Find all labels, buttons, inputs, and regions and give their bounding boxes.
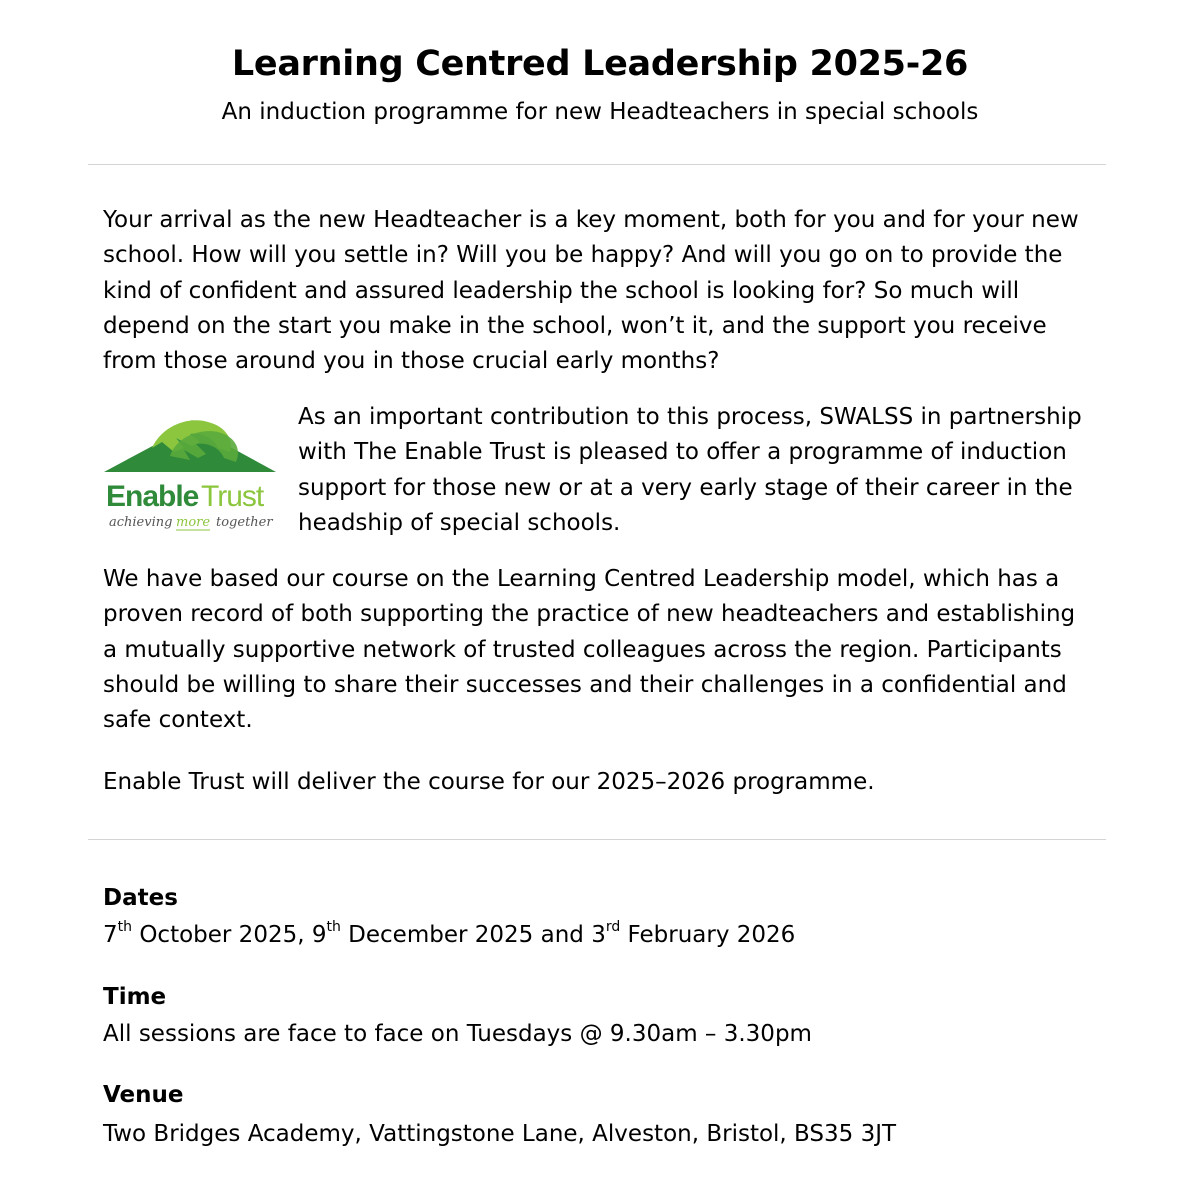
dates-heading: Dates <box>103 885 178 911</box>
course-line: a mutually supportive network of trusted colleagues across the region. Participants <box>103 636 1062 663</box>
date-1-day: 7 <box>103 922 118 948</box>
course-line: should be willing to share their successes and their challenges in a confidential and <box>103 671 1067 698</box>
intro-line: Your arrival as the new Headteacher is a key moment, both for you and for your new <box>103 207 1079 233</box>
date-3-rest: February 2026 <box>620 922 796 948</box>
venue-value: Two Bridges Academy, Vattingstone Lane, Alveston, Bristol, BS35 3JT <box>103 1121 897 1147</box>
course-paragraph <box>103 562 1075 738</box>
time-value: All sessions are face to face on Tuesdays @ 9.30am – 3.30pm <box>103 1021 812 1047</box>
intro-line: depend on the start you make in the school, won’t it, and the support you receive <box>103 312 1047 339</box>
course-line: We have based our course on the Learning Centred Leadership model, which has a <box>103 566 1060 592</box>
dates-value <box>103 920 795 950</box>
date-2-day: 9 <box>311 922 327 948</box>
venue-heading: Venue <box>103 1082 184 1108</box>
date-1-suffix: th <box>117 919 133 936</box>
delivery-line: Enable Trust will deliver the course for our 2025–2026 programme. <box>103 769 875 795</box>
intro-line: kind of confident and assured leadership the school is looking for? So much will <box>103 277 1020 304</box>
date-1-rest: October 2025, <box>132 922 312 948</box>
logo-enable-word: Enable <box>106 480 199 513</box>
top-divider <box>88 164 1106 165</box>
intro-paragraph <box>103 203 1079 379</box>
partnership-line: support for those new or at a very early stage of their career in the <box>298 474 1073 501</box>
bottom-divider <box>88 839 1106 840</box>
page-subtitle: An induction programme for new Headteachers in special schools <box>221 99 979 125</box>
logo-tagline-end: together <box>216 515 273 530</box>
delivery-paragraph <box>103 765 875 800</box>
intro-line: from those around you in those crucial early months? <box>103 348 720 375</box>
course-line: safe context. <box>103 707 253 734</box>
enable-trust-logo <box>104 408 278 536</box>
date-3-suffix: rd <box>605 919 621 936</box>
course-line: proven record of both supporting the practice of new headteachers and establishing <box>103 601 1076 628</box>
partnership-line: headship of special schools. <box>298 509 621 536</box>
intro-line: school. How will you settle in? Will you be happy? And will you go on to provide the <box>103 242 1063 269</box>
partnership-paragraph <box>298 400 1082 541</box>
logo-tagline-accent: more <box>176 515 211 530</box>
partnership-line: with The Enable Trust is pleased to offer a programme of induction <box>298 439 1067 466</box>
logo-trust-word: Trust <box>201 480 264 513</box>
logo-tagline-start: achieving <box>109 515 173 530</box>
date-2-suffix: th <box>326 919 341 936</box>
date-3-day: 3 <box>591 922 606 948</box>
partnership-line: As an important contribution to this process, SWALSS in partnership <box>298 404 1082 430</box>
date-2-rest: December 2025 and <box>340 922 592 948</box>
time-heading: Time <box>103 984 167 1010</box>
page-title: Learning Centred Leadership 2025-26 <box>231 44 969 84</box>
